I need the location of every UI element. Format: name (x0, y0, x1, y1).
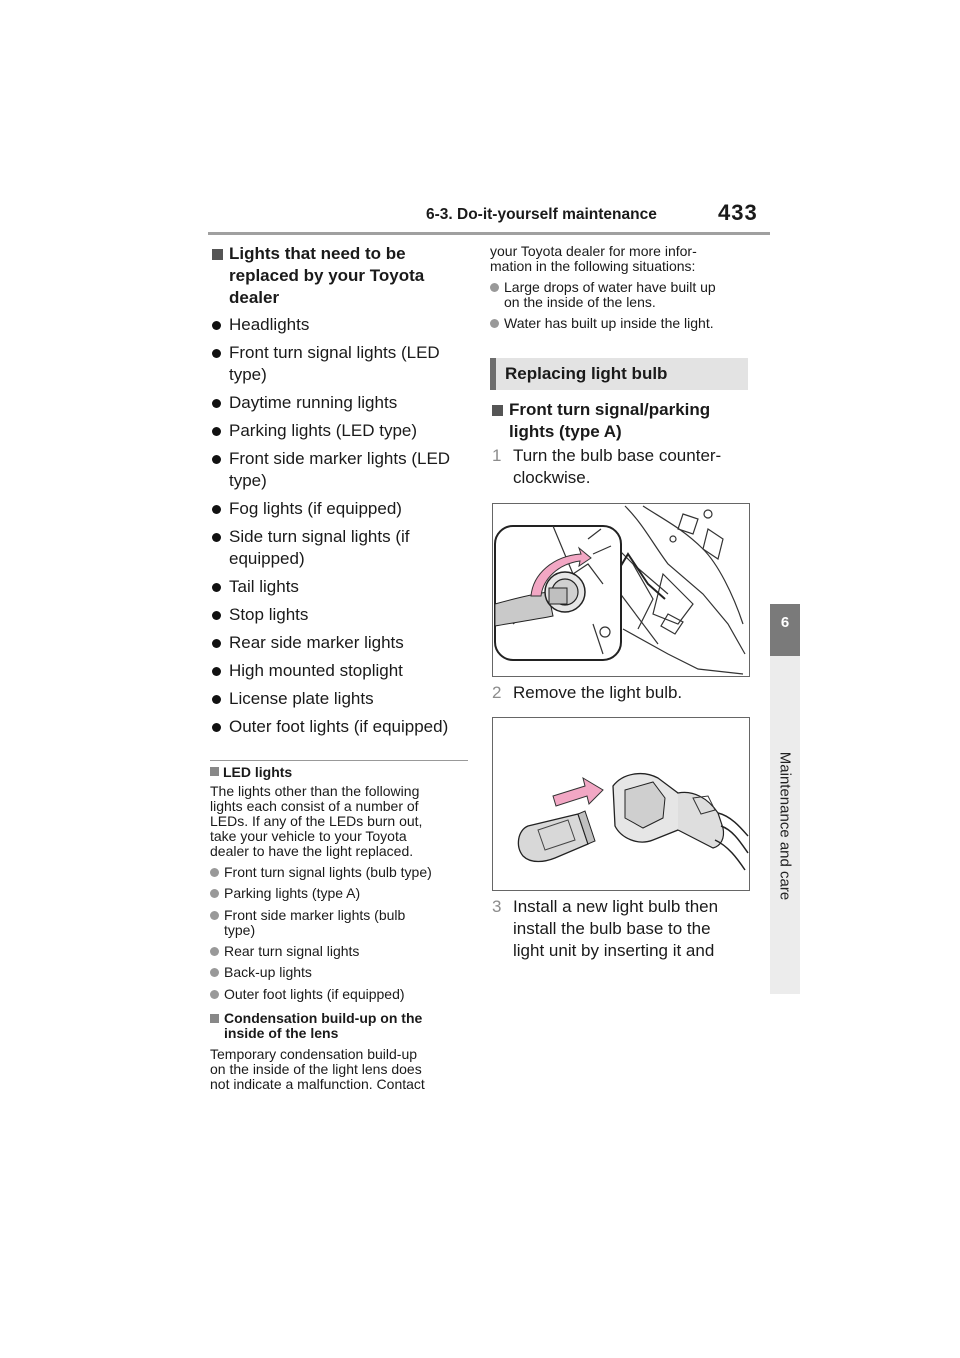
chapter-title: Maintenance and care (776, 751, 794, 901)
step-3: 3 Install a new light bulb then install the bulb base to the light unit by inserting it and (492, 897, 719, 960)
list-item: Parking lights (LED type) (212, 420, 467, 448)
list-item: Front side marker lights (bulb type) (210, 908, 472, 944)
bullet-icon (210, 990, 219, 999)
bullet-icon (212, 455, 221, 464)
list-item: Water has built up inside the light. (490, 316, 760, 331)
led-paragraph: The lights other than the following lights each consist of a number of LEDs. If any of the LEDs burn out, take your vehicle to your Toyota dealer to have the light replaced. (210, 783, 423, 859)
condensation-heading: Condensation build-up on the inside of the lens (210, 1011, 472, 1041)
list-item: Front turn signal lights (bulb type) (210, 865, 472, 886)
list-item: Outer foot lights (if equipped) (210, 987, 472, 1009)
list-item: Large drops of water have built up on the inside of the lens. (490, 280, 760, 316)
bulb-illustration (493, 718, 749, 890)
list-item: License plate lights (212, 688, 467, 716)
bullet-icon (210, 889, 219, 898)
list-item: Rear side marker lights (212, 632, 467, 660)
banner-title: Replacing light bulb (505, 364, 668, 383)
led-heading: LED lights (210, 765, 472, 780)
figure-turn-bulb-base (492, 503, 750, 677)
condensation-paragraph: Temporary condensation build-up on the inside of the light lens does not indicate a malfunction. Contact (210, 1046, 425, 1092)
chapter-number: 6 (780, 614, 790, 631)
list-item: High mounted stoplight (212, 660, 467, 688)
bullet-icon (212, 505, 221, 514)
list-item: Fog lights (if equipped) (212, 498, 467, 526)
bullet-icon (490, 319, 499, 328)
bullet-icon (212, 639, 221, 648)
section-divider (210, 760, 468, 761)
list-item: Tail lights (212, 576, 467, 604)
bullet-icon (212, 667, 221, 676)
heading-line: dealer (229, 288, 280, 307)
list-item: Front side marker lights (LED type) (212, 448, 467, 498)
list-item: Parking lights (type A) (210, 886, 472, 908)
condensation-continued: your Toyota dealer for more infor- mation in the following situations: Large drops of water have built up on the inside of the lens. Water has built up inside the light. (490, 244, 760, 331)
headlight-illustration (493, 504, 749, 676)
step-number: 1 (492, 446, 502, 465)
heading-line: Lights that need to be (229, 244, 406, 263)
header-rule (208, 232, 770, 235)
list-item: Stop lights (212, 604, 467, 632)
bullet-icon (212, 427, 221, 436)
bullet-icon (210, 868, 219, 877)
bullet-icon (212, 583, 221, 592)
page-number: 433 (718, 200, 758, 225)
bullet-icon (212, 723, 221, 732)
sub-heading: Front turn signal/parking lights (type A) (492, 399, 779, 443)
bullet-icon (212, 695, 221, 704)
heading-line: replaced by your Toyota (229, 266, 425, 285)
square-bullet-icon (492, 405, 503, 416)
list-item: Rear turn signal lights (210, 944, 472, 965)
list-item: Front turn signal lights (LED type) (212, 342, 467, 392)
bullet-icon (212, 321, 221, 330)
section-title: 6-3. Do-it-yourself maintenance (426, 206, 657, 223)
square-bullet-icon (210, 767, 219, 776)
step-number: 3 (492, 897, 502, 916)
square-bullet-icon (212, 249, 223, 260)
bullet-icon (212, 533, 221, 542)
bullet-icon (490, 283, 499, 292)
bullet-icon (210, 947, 219, 956)
list-item: Headlights (212, 314, 467, 342)
bullet-icon (210, 968, 219, 977)
list-item: Daytime running lights (212, 392, 467, 420)
bullet-icon (212, 349, 221, 358)
banner-accent-bar (490, 358, 496, 390)
bullet-icon (212, 611, 221, 620)
step-2: 2 Remove the light bulb. (492, 683, 683, 702)
step-1: 1 Turn the bulb base counter- clockwise. (492, 446, 722, 487)
dealer-lights-heading (212, 243, 462, 309)
list-item: Back-up lights (210, 965, 472, 987)
bullet-icon (212, 399, 221, 408)
square-bullet-icon (210, 1014, 219, 1023)
dealer-lights-list (212, 314, 467, 744)
remove-arrow-icon (553, 778, 603, 806)
list-item: Outer foot lights (if equipped) (212, 716, 467, 744)
step-number: 2 (492, 683, 502, 702)
led-lights-note (210, 765, 472, 1092)
figure-remove-bulb (492, 717, 750, 891)
bullet-icon (210, 911, 219, 920)
list-item: Side turn signal lights (if equipped) (212, 526, 467, 576)
